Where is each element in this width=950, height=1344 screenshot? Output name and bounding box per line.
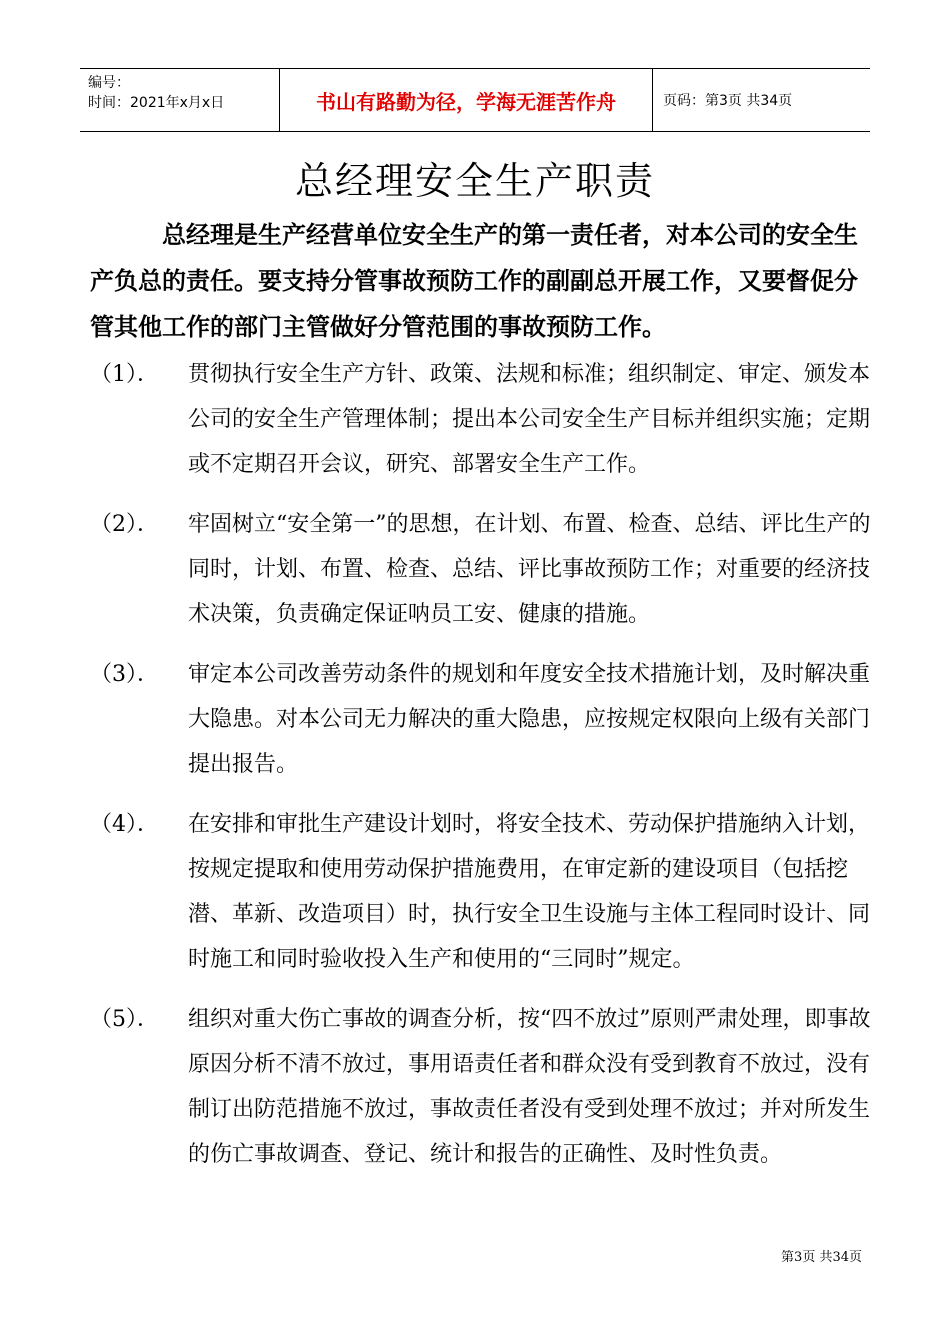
item-number: （4）．	[90, 812, 159, 837]
item-text: 牢固树立“安全第一”的思想，在计划、布置、检查、总结、评比生产的同时，计划、布置、检查、总结、评比事故预防工作；对重要的经济技术决策，负责确定保证呐员工安、健康的措施。	[188, 512, 871, 627]
intro-paragraph: 总经理是生产经营单位安全生产的第一责任者，对本公司的安全生产负总的责任。要支持分管事故预防工作的副副总开展工作，又要督促分管其他工作的部门主管做好分管范围的事故预防工作。	[90, 221, 858, 341]
document-title: 总经理安全生产职责	[294, 159, 655, 203]
code-label: 编号：	[88, 75, 130, 91]
list-item	[90, 502, 880, 637]
item-text: 审定本公司改善劳动条件的规划和年度安全技术措施计划，及时解决重大隐患。对本公司无力解决的重大隐患，应按规定权限向上级有关部门提出报告。	[188, 662, 871, 777]
header-page-info: 页码：第3页 共34页	[663, 93, 793, 109]
item-text: 贯彻执行安全生产方针、政策、法规和标准；组织制定、审定、颁发本公司的安全生产管理体制；提出本公司安全生产目标并组织实施；定期或不定期召开会议，研究、部署安全生产工作。	[188, 362, 871, 477]
time-label: 时间：2021年x月x日	[88, 95, 225, 111]
item-number: （2）．	[90, 512, 159, 537]
header-motto: 书山有路勤为径，学海无涯苦作舟	[280, 69, 653, 131]
item-text: 组织对重大伤亡事故的调查分析，按“四不放过”原则严肃处理，即事故原因分析不清不放过，事用语责任者和群众没有受到教育不放过，没有制订出防范措施不放过，事故责任者没有受到处理不放过；并对所发生的伤亡事故调查、登记、统计和报告的正确性、及时性负责。	[188, 1007, 871, 1167]
list-item	[90, 997, 880, 1177]
list-item	[90, 802, 880, 982]
header-meta	[80, 69, 280, 131]
list-item	[90, 652, 880, 787]
page-footer: 第3页 共34页	[781, 1250, 862, 1265]
item-text: 在安排和审批生产建设计划时，将安全技术、劳动保护措施纳入计划，按规定提取和使用劳动保护措施费用，在审定新的建设项目（包括挖潜、革新、改造项目）时，执行安全卫生设施与主体工程同时设计、同时施工和同时验收投入生产和使用的“三同时”规定。	[188, 812, 871, 972]
item-number: （1）．	[90, 362, 159, 387]
page-header	[80, 68, 870, 132]
item-number: （5）．	[90, 1007, 159, 1032]
duty-list	[90, 352, 880, 1192]
list-item	[90, 352, 880, 487]
item-number: （3）．	[90, 662, 159, 687]
